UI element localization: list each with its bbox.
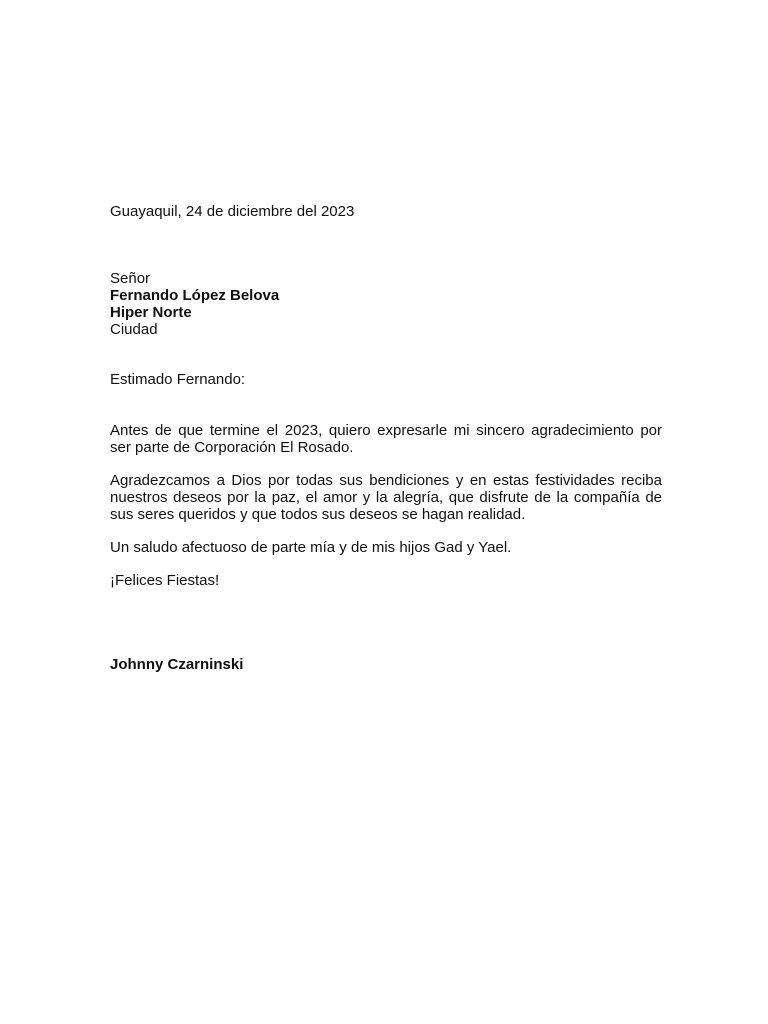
- paragraph-line: Agradezcamos a Dios por todas sus bendiciones y en estas festividades reciba: [110, 472, 662, 489]
- paragraph-line: sus seres queridos y que todos sus deseos se hagan realidad.: [110, 506, 526, 523]
- recipient-title: Señor: [110, 270, 151, 287]
- paragraph-line: ser parte de Corporación El Rosado.: [110, 439, 354, 456]
- paragraph-line: nuestros deseos por la paz, el amor y la alegría, que disfrute de la compañía de: [110, 489, 662, 506]
- recipient-name: Fernando López Belova: [110, 287, 280, 304]
- paragraph-closing: [110, 572, 662, 589]
- paragraph-blessings: [110, 472, 662, 523]
- paragraph-thanks: [110, 422, 662, 456]
- greeting: Estimado Fernando:: [110, 371, 246, 388]
- paragraph-line: ¡Felices Fiestas!: [110, 572, 220, 589]
- paragraph-line: Un saludo afectuoso de parte mía y de mis hijos Gad y Yael.: [110, 539, 512, 556]
- date-line: Guayaquil, 24 de diciembre del 2023: [110, 203, 355, 220]
- paragraph-greeting: [110, 539, 662, 556]
- signature: Johnny Czarninski: [110, 656, 244, 673]
- recipient-company: Hiper Norte: [110, 304, 192, 321]
- paragraph-line: Antes de que termine el 2023, quiero expresarle mi sincero agradecimiento por: [110, 422, 662, 439]
- recipient-city: Ciudad: [110, 321, 158, 338]
